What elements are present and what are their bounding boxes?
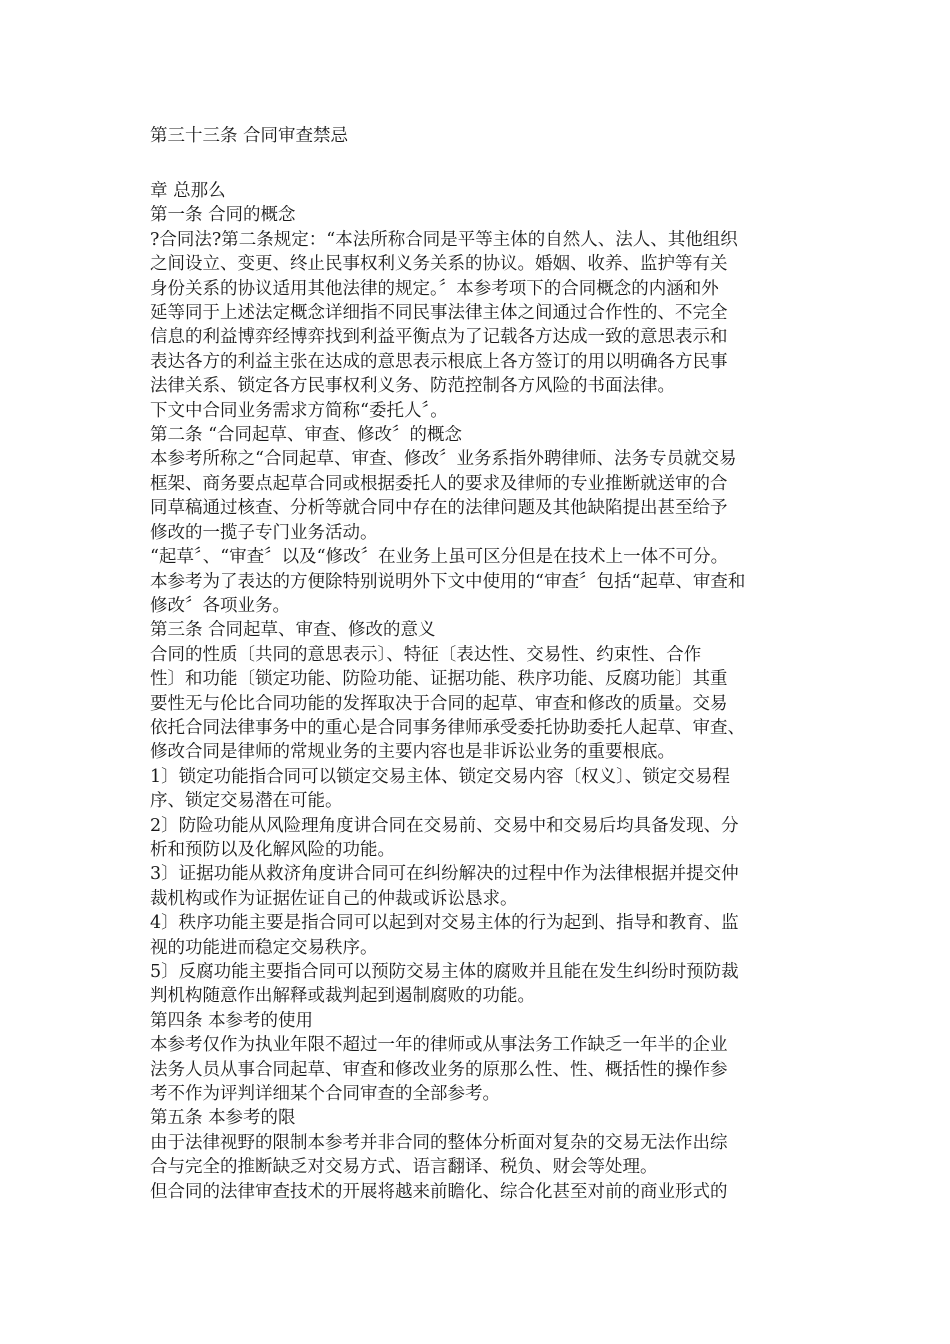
article-heading: 第二条 “合同起草、审查、修改〞的概念 — [150, 425, 463, 446]
list-item-line: 判机构随意作出解释或裁判起到遏制腐败的功能。 — [150, 986, 535, 1007]
text-line: 法务人员从事合同起草、审查和修改业务的原那么性、性、概括性的操作参 — [150, 1059, 728, 1080]
text-line: 性〕和功能〔锁定功能、防险功能、证据功能、秩序功能、反腐功能〕其重 — [150, 669, 728, 690]
text-line: 延等同于上述法定概念详细指不同民事法律主体之间通过合作性的、不完全 — [150, 303, 728, 324]
text-line: 本参考所称之“合同起草、审查、修改〞业务系指外聘律师、法务专员就交易 — [150, 449, 737, 470]
text-line: 依托合同法律事务中的重心是合同事务律师承受委托协助委托人起草、审查、 — [150, 717, 745, 738]
article-heading: 第五条 本参考的限 — [150, 1108, 296, 1129]
document-text — [150, 179, 810, 1204]
text-line: 下文中合同业务需求方简称“委托人〞。 — [150, 400, 448, 421]
article-heading: 第三条 合同起草、审查、修改的意义 — [150, 620, 436, 641]
list-item-line: 5〕反腐功能主要指合同可以预防交易主体的腐败并且能在发生纠纷时预防裁 — [150, 962, 739, 982]
list-item-line: 4〕秩序功能主要是指合同可以起到对交易主体的行为起到、指导和教育、监 — [150, 913, 739, 934]
text-line: 考不作为评判详细某个合同审查的全部参考。 — [150, 1084, 500, 1105]
section-heading: 章 总那么 — [150, 181, 226, 201]
text-line: 但合同的法律审查技术的开展将越来前瞻化、综合化甚至对前的商业形式的 — [150, 1181, 728, 1202]
text-line: 修改合同是律师的常规业务的主要内容也是非诉讼业务的重要根底。 — [150, 742, 675, 763]
text-line: 要性无与伦比合同功能的发挥取决于合同的起草、审查和修改的质量。交易 — [150, 693, 728, 714]
list-item-line: 1〕锁定功能指合同可以锁定交易主体、锁定交易内容〔权义〕、锁定交易程 — [150, 766, 730, 787]
article-heading: 第四条 本参考的使用 — [150, 1010, 314, 1031]
list-item-line: 裁机构或作为证据佐证自己的仲裁或诉讼恳求。 — [150, 888, 518, 909]
list-item-line: 析和预防以及化解风险的功能。 — [150, 839, 395, 860]
text-line: 修改〞各项业务。 — [150, 595, 290, 616]
text-line: 修改的一揽子专门业务活动。 — [150, 522, 378, 543]
text-line: 法律关系、锁定各方民事权利义务、防范控制各方风险的书面法律。 — [150, 376, 675, 397]
text-line: 由于法律视野的限制本参考并非合同的整体分析面对复杂的交易无法作出综 — [150, 1132, 728, 1153]
document-title: 第三十三条 合同审查禁忌 — [150, 126, 349, 146]
text-line: 信息的利益博弈经博弈找到利益平衡点为了记载各方达成一致的意思表示和 — [150, 327, 728, 348]
text-line: 身份关系的协议适用其他法律的规定。〞本参考项下的合同概念的内涵和外 — [150, 278, 719, 299]
text-line: 合与完全的推断缺乏对交易方式、语言翻译、税负、财会等处理。 — [150, 1157, 658, 1178]
list-item-line: 2〕防险功能从风险理角度讲合同在交易前、交易中和交易后均具备发现、分 — [150, 815, 739, 836]
text-line: 同草稿通过核查、分析等就合同中存在的法律问题及其他缺陷提出甚至给予 — [150, 498, 728, 519]
text-line: 框架、商务要点起草合同或根据委托人的要求及律师的专业推断就送审的合 — [150, 473, 728, 494]
text-line: 合同的性质〔共同的意思表示〕、特征〔表达性、交易性、约束性、合作 — [150, 644, 702, 665]
list-item-line: 视的功能进而稳定交易秩序。 — [150, 937, 378, 958]
text-line: 本参考仅作为执业年限不超过一年的律师或从事法务工作缺乏一年半的企业 — [150, 1035, 728, 1056]
article-heading: 第一条 合同的概念 — [150, 205, 296, 226]
list-item-line: 3〕证据功能从救济角度讲合同可在纠纷解决的过程中作为法律根据并提交仲 — [150, 864, 739, 885]
text-line: 之间设立、变更、终止民事权利义务关系的协议。婚姻、收养、监护等有关 — [150, 254, 728, 275]
text-line: 本参考为了表达的方便除特别说明外下文中使用的“审查〞包括“起草、审查和 — [150, 571, 746, 592]
document-body — [150, 121, 810, 1204]
list-item-line: 序、锁定交易潜在可能。 — [150, 791, 343, 812]
text-line: 表达各方的利益主张在达成的意思表示根底上各方签订的用以明确各方民事 — [150, 351, 728, 372]
text-line: “起草〞、“审查〞以及“修改〞在业务上虽可区分但是在技术上一体不可分。 — [150, 547, 729, 568]
text-line: ?合同法?第二条规定：“本法所称合同是平等主体的自然人、法人、其他组织 — [150, 229, 738, 250]
